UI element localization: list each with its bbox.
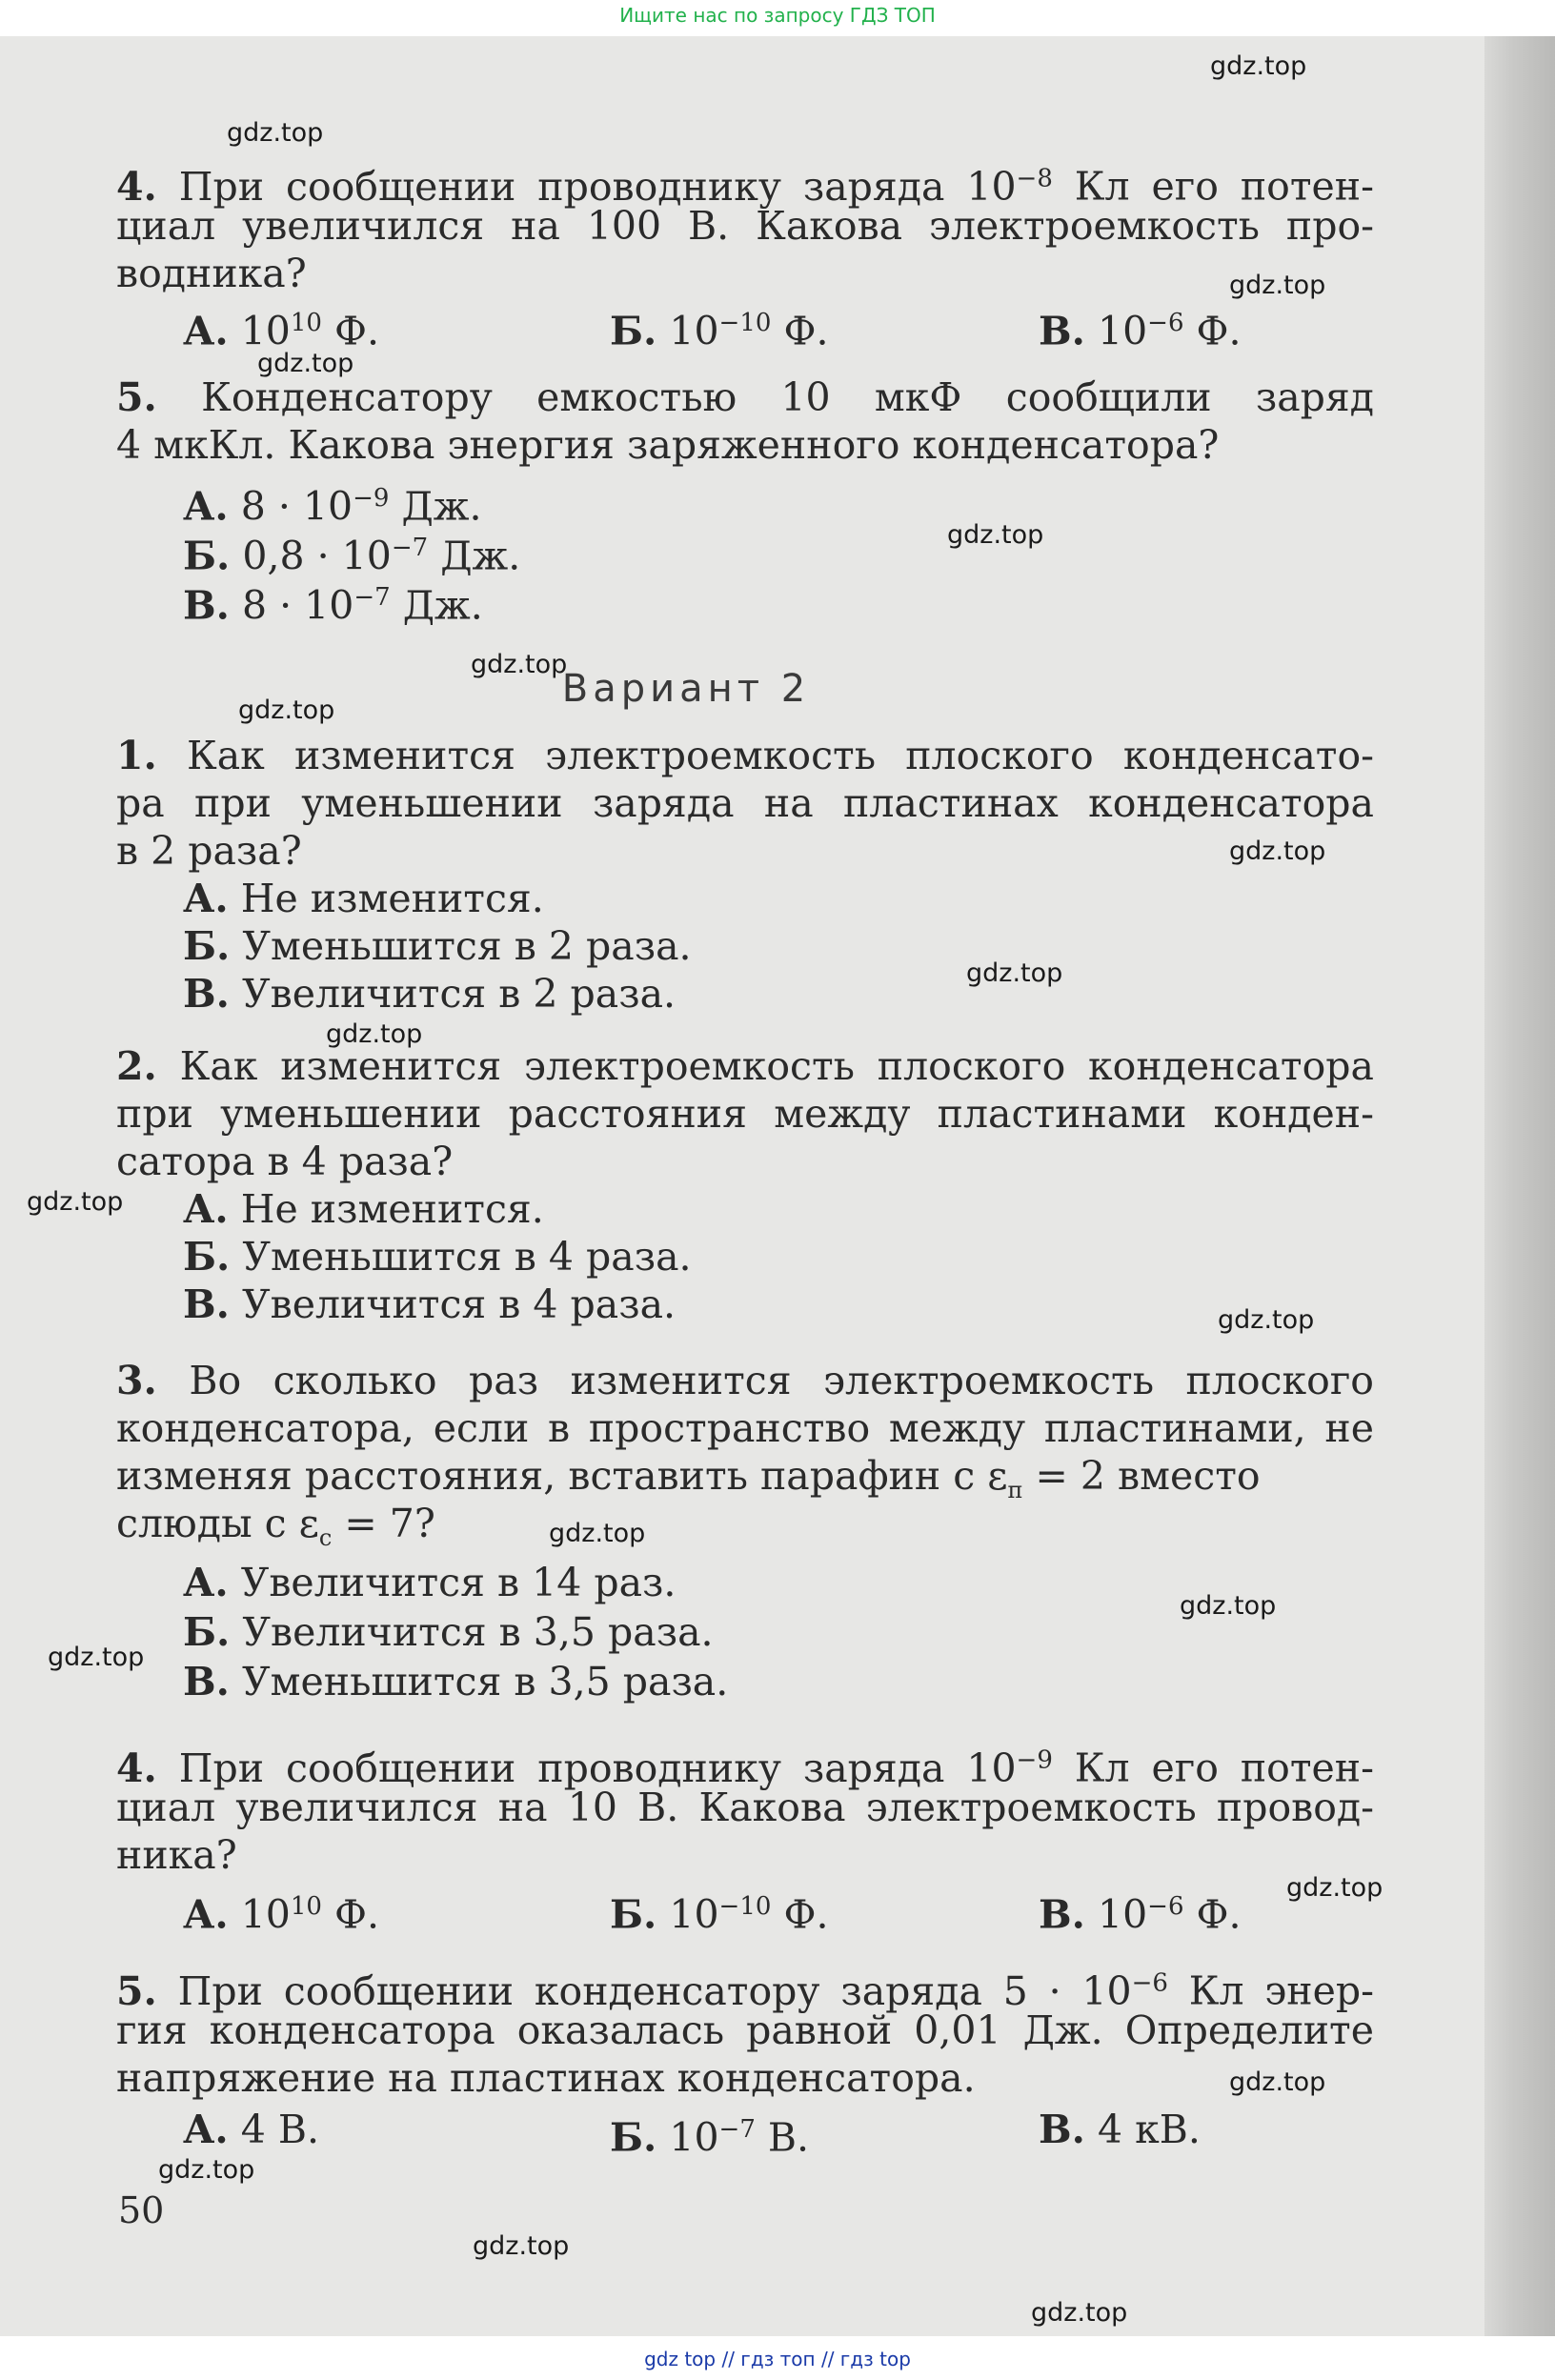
- question-v2-5-line-3: напряжение на пластинах конденсатора.: [116, 2055, 976, 2101]
- option-v2-3-b: Б. Увеличится в 3,5 раза.: [183, 1609, 714, 1655]
- option-v2-1-b: Б. Уменьшится в 2 раза.: [183, 923, 692, 969]
- option-v1-4-a: А. $10^{10}$ Ф.: [183, 308, 380, 354]
- question-v2-4-line-1: 4. При сообщении проводнику заряда $10^{-9}$ Кл его потен-: [116, 1745, 1374, 1791]
- question-v2-5-line-2: гия конденсатора оказалась равной 0,01 Дж. Определите: [116, 2007, 1374, 2053]
- watermark: gdz.top: [473, 2231, 570, 2261]
- question-v1-4-line-3: водника?: [116, 251, 307, 296]
- watermark: gdz.top: [549, 1519, 646, 1548]
- option-v1-5-a: А. $8 \cdot 10^{-9}$ Дж.: [183, 483, 482, 530]
- question-v2-3-line-3: изменяя расстояния, вставить парафин с $\varepsilon_п = 2$ вместо: [116, 1453, 1261, 1504]
- option-v2-4-c: В. $10^{-6}$ Ф.: [1039, 1891, 1242, 1938]
- question-v2-4-line-3: ника?: [116, 1832, 237, 1878]
- watermark: gdz.top: [158, 2155, 255, 2185]
- question-v2-3-line-2: конденсатора, если в пространство между пластинами, не: [116, 1405, 1374, 1451]
- book-spine-shadow: [1484, 36, 1555, 2336]
- watermark: gdz.top: [947, 520, 1044, 550]
- option-v1-4-c: В. $10^{-6}$ Ф.: [1039, 308, 1242, 354]
- option-v2-1-c: В. Увеличится в 2 раза.: [183, 971, 677, 1017]
- watermark: gdz.top: [1286, 1873, 1383, 1903]
- watermark: gdz.top: [227, 118, 324, 148]
- question-v2-2-line-3: сатора в 4 раза?: [116, 1139, 454, 1184]
- question-v2-2-line-2: при уменьшении расстояния между пластинами конден-: [116, 1091, 1374, 1137]
- watermark: gdz.top: [1218, 1305, 1315, 1335]
- watermark: gdz.top: [1180, 1591, 1277, 1621]
- option-v1-5-b: Б. $0,8 \cdot 10^{-7}$ Дж.: [183, 533, 521, 579]
- watermark: gdz.top: [1229, 2067, 1326, 2097]
- question-v1-4-line-2: циал увеличился на 100 В. Какова электроемкость про-: [116, 203, 1374, 249]
- option-v2-5-a: А. 4 В.: [183, 2107, 319, 2152]
- option-v2-3-c: В. Уменьшится в 3,5 раза.: [183, 1659, 729, 1704]
- top-banner[interactable]: Ищите нас по запросу ГДЗ ТОП: [619, 4, 936, 27]
- watermark: gdz.top: [257, 349, 354, 378]
- question-v2-3-line-1: 3. Во сколько раз изменится электроемкость плоского: [116, 1358, 1374, 1403]
- question-v2-1-line-1: 1. Как изменится электроемкость плоского конденсато-: [116, 733, 1374, 778]
- option-v2-1-a: А. Не изменится.: [183, 876, 544, 921]
- option-v2-2-b: Б. Уменьшится в 4 раза.: [183, 1234, 692, 1280]
- question-v2-5-line-1: 5. При сообщении конденсатору заряда $5 \cdot 10^{-6}$ Кл энер-: [116, 1967, 1374, 2014]
- watermark: gdz.top: [238, 696, 335, 725]
- option-v2-2-a: А. Не изменится.: [183, 1186, 544, 1232]
- option-v2-4-a: А. $10^{10}$ Ф.: [183, 1891, 380, 1938]
- watermark: gdz.top: [326, 1019, 423, 1049]
- question-v2-2-line-1: 2. Как изменится электроемкость плоского конденсатора: [116, 1043, 1374, 1089]
- question-v1-5-line-1: 5. Конденсатору емкостью 10 мкФ сообщили заряд: [116, 374, 1374, 420]
- question-v1-4-line-1: 4. При сообщении проводнику заряда $10^{-8}$ Кл его потен-: [116, 163, 1374, 210]
- option-v2-4-b: Б. $10^{-10}$ Ф.: [610, 1891, 829, 1938]
- section-heading: Вариант 2: [561, 667, 811, 711]
- watermark: gdz.top: [1031, 2298, 1128, 2328]
- question-v2-1-line-2: ра при уменьшении заряда на пластинах конденсатора: [116, 780, 1374, 826]
- page-number: 50: [118, 2189, 165, 2231]
- option-v2-5-b: Б. $10^{-7}$ В.: [610, 2114, 810, 2161]
- watermark: gdz.top: [471, 650, 568, 679]
- watermark: gdz.top: [1229, 271, 1326, 300]
- watermark: gdz.top: [27, 1187, 124, 1217]
- option-v2-2-c: В. Увеличится в 4 раза.: [183, 1281, 677, 1327]
- option-v2-3-a: А. Увеличится в 14 раз.: [183, 1560, 677, 1605]
- bottom-banner[interactable]: gdz top // гдз топ // гдз top: [644, 2348, 911, 2370]
- option-v1-4-b: Б. $10^{-10}$ Ф.: [610, 308, 829, 354]
- watermark: gdz.top: [48, 1643, 145, 1672]
- question-v2-1-line-3: в 2 раза?: [116, 828, 302, 874]
- question-v1-5-line-2: 4 мкКл. Какова энергия заряженного конденсатора?: [116, 422, 1220, 468]
- watermark: gdz.top: [1210, 51, 1307, 81]
- question-v2-3-line-4: слюды с $\varepsilon_с = 7$?: [116, 1501, 435, 1552]
- option-v2-5-c: В. 4 кВ.: [1039, 2107, 1201, 2152]
- option-v1-5-c: В. $8 \cdot 10^{-7}$ Дж.: [183, 582, 483, 629]
- question-v2-4-line-2: циал увеличился на 10 В. Какова электроемкость провод-: [116, 1785, 1374, 1830]
- watermark: gdz.top: [1229, 837, 1326, 866]
- watermark: gdz.top: [966, 958, 1063, 988]
